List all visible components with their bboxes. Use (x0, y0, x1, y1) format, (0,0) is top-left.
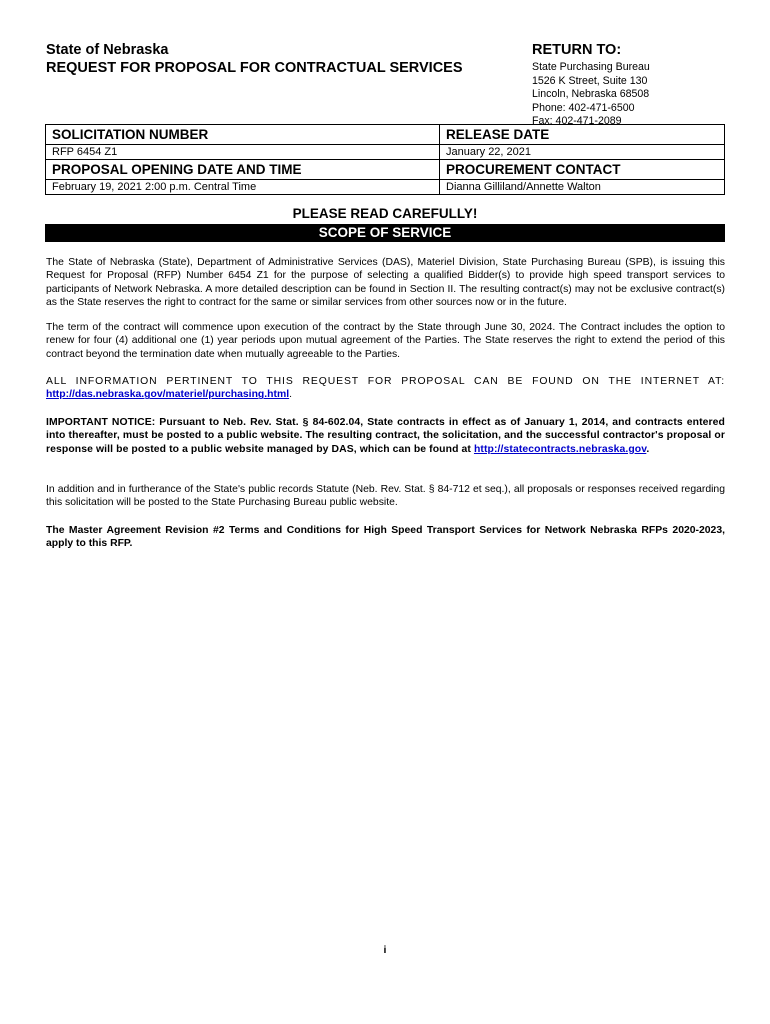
solicitation-number-value: RFP 6454 Z1 (46, 145, 440, 160)
return-address-line: 1526 K Street, Suite 130 (532, 74, 648, 87)
page-number: i (383, 944, 387, 956)
return-address-line: Phone: 402-471-6500 (532, 101, 635, 114)
return-address-line: Lincoln, Nebraska 68508 (532, 88, 650, 100)
return-address-line: State Purchasing Bureau (532, 61, 650, 73)
procurement-contact-label: PROCUREMENT CONTACT (440, 160, 725, 180)
scope-of-service-bar: SCOPE OF SERVICE (45, 224, 725, 242)
state-title: State of Nebraska (46, 42, 169, 58)
table-row (46, 125, 725, 145)
period: . (646, 443, 650, 455)
master-agreement-paragraph: The Master Agreement Revision #2 Terms and Conditions for High Speed Transport Services for Network Nebraska RFPs 2020-2023, apply to this RFP. (46, 525, 725, 550)
table-row (46, 145, 725, 160)
scope-paragraph: The State of Nebraska (State), Department of Administrative Services (DAS), Materiel Division, State Purchasing Bureau (SPB), is issuing this Request for Proposal (RFP) Number 6454 Z1 for the purpose of selecting a qualified Bidder(s) to provide high speed transport services to participants of Network Nebraska. A more detailed description can be found in Section II. The resulting contract(s) may not be exclusive contract(s) as the State reserves the right to contract for the same or similar services from other sources now or in the future. (46, 257, 725, 309)
solicitation-number-label: SOLICITATION NUMBER (46, 125, 440, 145)
period: . (289, 389, 292, 401)
contract-term-paragraph: The term of the contract will commence upon execution of the contract by the State through June 30, 2024. The Contract includes the option to renew for four (4) additional one (1) year periods upon mutual agreement of the Parties. The State reserves the right to extend the period of this contract beyond the termination date when mutually agreeable to the Parties. (46, 322, 725, 360)
rfp-title: REQUEST FOR PROPOSAL FOR CONTRACTUAL SERVICES (46, 60, 463, 76)
public-records-paragraph: In addition and in furtherance of the State's public records Statute (Neb. Rev. Stat. § 84-712 et seq.), all proposals or responses received regarding this solicitation will be posted to the State Purchasing Bureau public website. (46, 484, 725, 509)
internet-info-text: ALL INFORMATION PERTINENT TO THIS REQUEST FOR PROPOSAL CAN BE FOUND ON THE INTERNET AT: (46, 376, 725, 387)
return-to-block (532, 41, 650, 129)
release-date-value: January 22, 2021 (440, 145, 725, 160)
important-notice-text: IMPORTANT NOTICE: Pursuant to Neb. Rev. Stat. § 84-602.04, State contracts in effect as of January 1, 2014, and contracts entered into thereafter, must be posted to a public website. The resulting contract, the solicitation, and the successful contractor's proposal or response will be posted to a public website managed by DAS, which can be found at (46, 417, 725, 455)
internet-info-paragraph (46, 375, 725, 402)
procurement-contact-value: Dianna Gilliland/Annette Walton (440, 180, 725, 195)
table-row (46, 160, 725, 180)
purchasing-link[interactable]: http://das.nebraska.gov/materiel/purchasing.html (46, 389, 290, 401)
opening-date-value: February 19, 2021 2:00 p.m. Central Time (46, 180, 440, 195)
statecontracts-link[interactable]: http://statecontracts.nebraska.gov (473, 443, 647, 455)
release-date-label: RELEASE DATE (440, 125, 725, 145)
return-address-line: Fax: 402-471-2089 (532, 115, 622, 127)
table-row (46, 180, 725, 195)
return-to-title: RETURN TO: (532, 42, 622, 58)
important-notice-paragraph (46, 416, 725, 456)
please-read-heading: PLEASE READ CAREFULLY! (292, 206, 478, 221)
document-header (46, 41, 463, 77)
opening-date-label: PROPOSAL OPENING DATE AND TIME (46, 160, 440, 180)
solicitation-info-table (45, 124, 725, 195)
